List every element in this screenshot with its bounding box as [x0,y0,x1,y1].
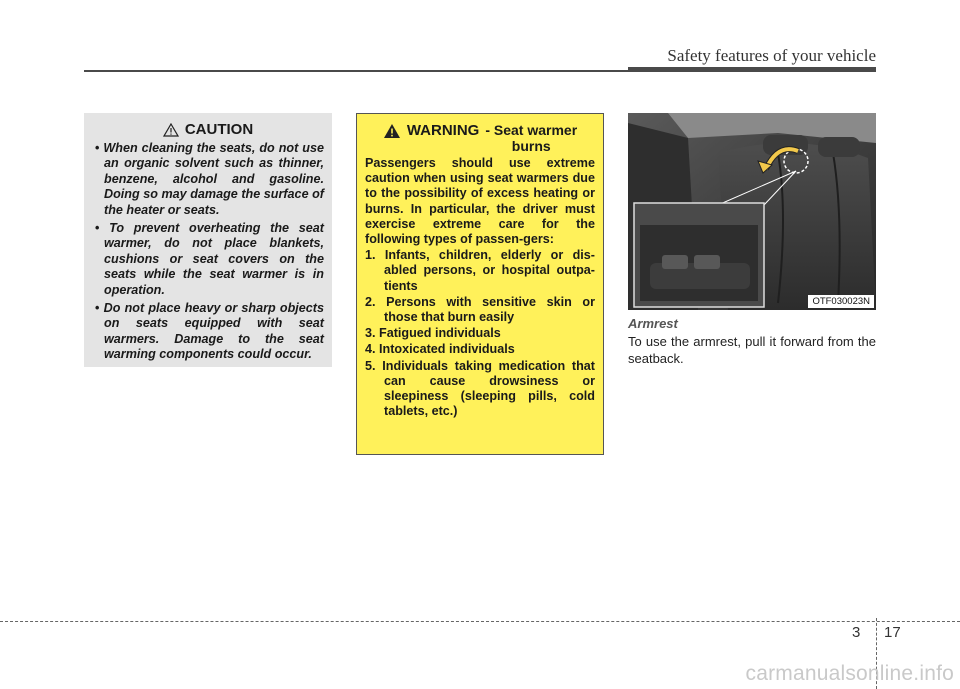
caution-title: CAUTION [184,121,254,138]
page-number: 17 [884,624,901,641]
warning-subtitle [485,122,577,154]
warning-triangle-icon [383,123,401,139]
watermark: carmanualsonline.info [745,662,954,685]
warning-item: 2. Persons with sensitive skin or those that burn easily [365,294,595,325]
rear-seat-illustration [628,113,876,310]
warning-item: 5. Individuals taking medication that can cause drowsiness or sleepiness (sleeping pills, cold tablets, etc.) [365,358,595,419]
warning-subtitle-line2: burns [511,138,551,154]
caution-triangle-icon [163,123,179,137]
warning-title: WARNING [406,122,480,139]
caution-item: • To prevent overheating the seat warmer, do not place blankets, cushions or seat covers on the seats while the seat warmer is in operation. [92,221,324,298]
chapter-number: 3 [852,624,861,641]
warning-subtitle-line1: - Seat warmer [485,122,578,138]
header-rule-accent [628,67,876,71]
warning-item: 3. Fatigued individuals [365,326,501,341]
warning-item: 4. Intoxicated individuals [365,342,515,357]
warning-item: 1. Infants, children, elderly or dis-abled persons, or hospital outpa-tients [365,248,595,293]
caution-box [84,113,332,367]
warning-header [365,122,595,154]
warning-intro: Passengers should use extreme caution when using seat warmers due to the possibility of excess heating or burns. In particular, the driver must exercise extreme care for the following types of passen-gers: [365,156,595,247]
image-id-label: OTF030023N [808,295,874,308]
footer-rule [0,621,960,622]
caution-header [92,121,324,138]
caution-item: • Do not place heavy or sharp objects on seats equipped with seat warmers. Damage to the seat warming components could occur. [92,301,324,363]
armrest-heading: Armrest [628,316,678,331]
warning-list [365,248,595,419]
warning-box [356,113,604,455]
armrest-text: To use the armrest, pull it forward from the seatback. [628,334,876,366]
caution-item: • When cleaning the seats, do not use an organic solvent such as thinner, benzene, alcohol and gasoline. Doing so may damage the surface of the heater or seats. [92,141,324,218]
rear-seat-armrest-photo [628,113,876,310]
caution-list [92,141,324,363]
section-title: Safety features of your vehicle [667,46,876,65]
